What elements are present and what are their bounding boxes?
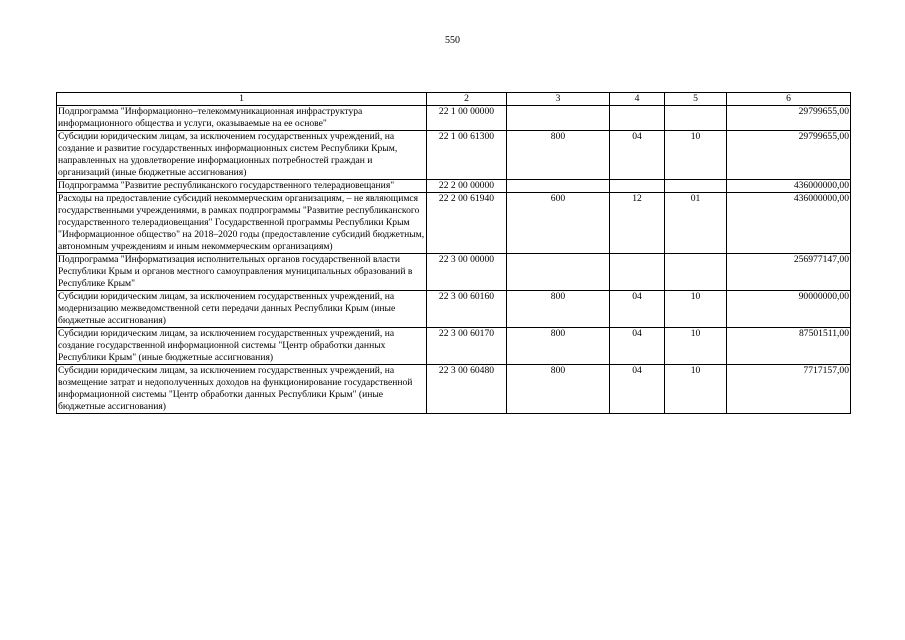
row-section-cell: 04: [610, 131, 665, 180]
row-expense-type-cell: 800: [507, 365, 610, 414]
column-header-6: 6: [727, 93, 851, 106]
row-amount-cell: 7717157,00: [727, 365, 851, 414]
table-row: [57, 131, 851, 180]
row-amount-cell: 29799655,00: [727, 106, 851, 131]
row-name-cell: Субсидии юридическим лицам, за исключением государственных учреждений, на создание государственной информационной системы "Центр обработки данных Республики Крым" (иные бюджетные ассигнования): [57, 328, 427, 365]
row-section-cell: 04: [610, 291, 665, 328]
table-row: [57, 180, 851, 193]
row-amount-cell: 436000000,00: [727, 180, 851, 193]
row-code-cell: 22 3 00 00000: [427, 254, 507, 291]
row-name-cell: Подпрограмма "Информатизация исполнительных органов государственной власти Республики Крым и органов местного самоуправления муниципальных образований в Республике Крым": [57, 254, 427, 291]
row-subsection-cell: [665, 106, 727, 131]
row-code-cell: 22 1 00 00000: [427, 106, 507, 131]
row-amount-cell: 29799655,00: [727, 131, 851, 180]
table-row: [57, 328, 851, 365]
row-expense-type-cell: 600: [507, 193, 610, 254]
row-section-cell: 04: [610, 328, 665, 365]
row-expense-type-cell: 800: [507, 328, 610, 365]
row-expense-type-cell: 800: [507, 291, 610, 328]
column-header-3: 3: [507, 93, 610, 106]
row-amount-cell: 256977147,00: [727, 254, 851, 291]
row-name-cell: Субсидии юридическим лицам, за исключением государственных учреждений, на модернизацию межведомственной сети передачи данных Республики Крым (иные бюджетные ассигнования): [57, 291, 427, 328]
table-row: [57, 254, 851, 291]
row-code-cell: 22 2 00 00000: [427, 180, 507, 193]
column-header-1: 1: [57, 93, 427, 106]
row-amount-cell: 87501511,00: [727, 328, 851, 365]
budget-table: [56, 92, 851, 414]
table-row: [57, 365, 851, 414]
row-code-cell: 22 1 00 61300: [427, 131, 507, 180]
row-name-cell: Субсидии юридическим лицам, за исключением государственных учреждений, на возмещение затрат и недополученных доходов на функционирование государственной информационной системы "Центр обработки данных Республики Крым" (иные бюджетные ассигнования): [57, 365, 427, 414]
row-name-cell: Субсидии юридическим лицам, за исключением государственных учреждений, на создание и развитие государственных информационных систем Республики Крым, направленных на удовлетворение информационных потребностей граждан и организаций (иные бюджетные ассигнования): [57, 131, 427, 180]
column-header-4: 4: [610, 93, 665, 106]
table-row: [57, 291, 851, 328]
row-expense-type-cell: 800: [507, 131, 610, 180]
row-expense-type-cell: [507, 254, 610, 291]
row-name-cell: Подпрограмма "Информационно–телекоммуникационная инфраструктура информационного общества и услуги, оказываемые на ее основе": [57, 106, 427, 131]
row-amount-cell: 90000000,00: [727, 291, 851, 328]
row-amount-cell: 436000000,00: [727, 193, 851, 254]
row-code-cell: 22 3 00 60160: [427, 291, 507, 328]
table-row: [57, 106, 851, 131]
row-expense-type-cell: [507, 180, 610, 193]
row-code-cell: 22 3 00 60480: [427, 365, 507, 414]
page-number: 550: [445, 35, 460, 46]
column-header-2: 2: [427, 93, 507, 106]
row-section-cell: [610, 254, 665, 291]
row-name-cell: Подпрограмма "Развитие республиканского государственного телерадиовещания": [57, 180, 427, 193]
row-subsection-cell: 10: [665, 328, 727, 365]
row-section-cell: 12: [610, 193, 665, 254]
row-expense-type-cell: [507, 106, 610, 131]
row-subsection-cell: 10: [665, 131, 727, 180]
row-section-cell: 04: [610, 365, 665, 414]
table-row: [57, 193, 851, 254]
row-subsection-cell: [665, 254, 727, 291]
row-section-cell: [610, 106, 665, 131]
row-subsection-cell: 01: [665, 193, 727, 254]
row-section-cell: [610, 180, 665, 193]
row-name-cell: Расходы на предоставление субсидий некоммерческим организациям, – не являющимся государственными учреждениями, в рамках подпрограммы "Развитие республиканского государственного телерадиовещания" Государственной программы Республики Крым "Информационное общество" на 2018–2020 годы (предоставление субсидий бюджетным, автономным учреждениям и иным некоммерческим организациям): [57, 193, 427, 254]
row-code-cell: 22 2 00 61940: [427, 193, 507, 254]
row-subsection-cell: 10: [665, 291, 727, 328]
row-subsection-cell: [665, 180, 727, 193]
table-header-row: [57, 93, 851, 106]
row-subsection-cell: 10: [665, 365, 727, 414]
row-code-cell: 22 3 00 60170: [427, 328, 507, 365]
column-header-5: 5: [665, 93, 727, 106]
